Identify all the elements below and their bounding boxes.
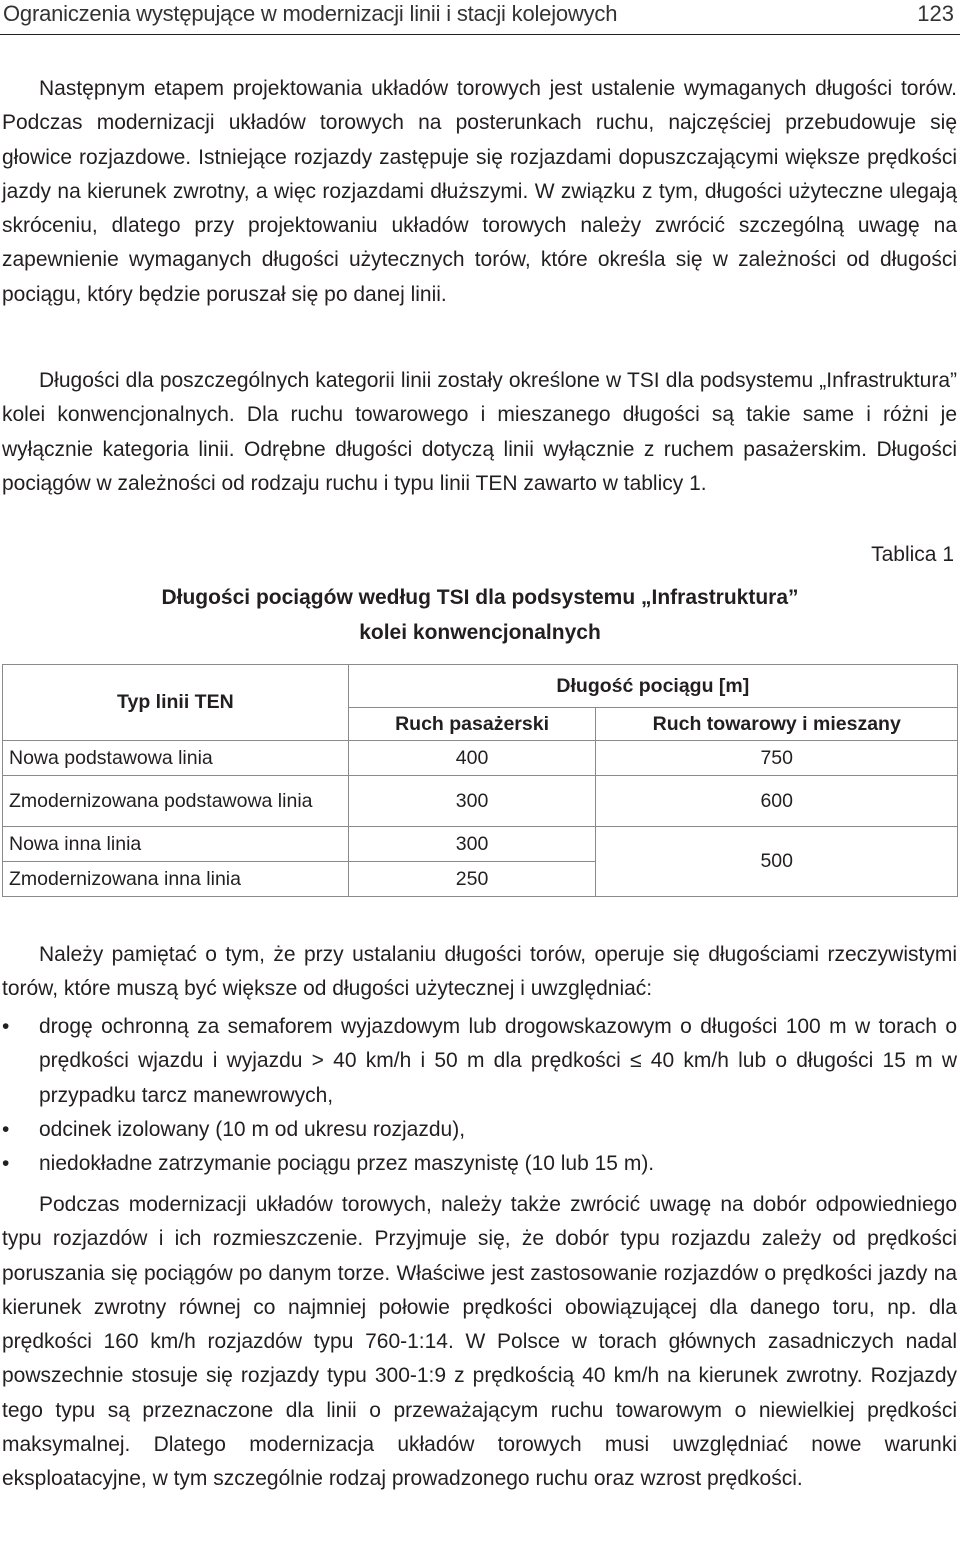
paragraph-tsi-lengths: Długości dla poszczególnych kategorii linii zostały określone w TSI dla podsystemu „Infrastruktura” kolei konwencjonalnych. Dla ruchu towarowego i mieszanego długości są takie same i różni je wyłącznie kategoria linii. Odrębne długości dotyczą linii wyłącznie z ruchem pasażerskim. Długości pociągów w zależności od rodzaju ruchu i typu linii TEN zawarto w tablicy 1. [2,369,957,495]
table-row [3,776,958,827]
running-title: Ograniczenia występujące w modernizacji linii i stacji kolejowych [3,1,618,26]
train-length-table [2,664,958,897]
freight-length-cell: 750 [596,741,958,776]
freight-length-cell: 600 [596,776,958,827]
table-title [0,580,960,650]
page-number: 123 [917,1,954,26]
paragraph-track-lengths: Następnym etapem projektowania układów torowych jest ustalenie wymaganych długości torów. Podczas modernizacji układów torowych na posterunkach ruchu, najczęściej przebudowuje się głowice rozjazdowe. Istniejące rozjazdy zastępuje się rozjazdami dopuszczającymi większe prędkości jazdy na kierunek zwrotny, a więc rozjazdami dłuższymi. W związku z tym, długości użyteczne ulegają skróceniu, dlatego przy projektowaniu układów torowych należy zwrócić szczególną uwagę na zapewnienie wymaganych długości użytecznych torów, które określa się w zależności od długości pociągu, który będzie poruszał się po danej linii. [2,77,957,306]
list-item: • niedokładne zatrzymanie pociągu przez maszynistę (10 lub 15 m). [0,1147,957,1181]
line-type-cell: Zmodernizowana podstawowa linia [3,776,349,827]
running-header [0,0,960,35]
table-label: Tablica 1 [871,543,954,566]
list-item: • drogę ochronną za semaforem wyjazdowym lub drogowskazowym o długości 100 m w torach o prędkości wjazdu i wyjazdu > 40 km/h i 50 m dla prędkości ≤ 40 km/h lub o długości 15 m w przypadku tarcz manewrowych, [0,1010,957,1113]
table-row [3,827,958,862]
table-title-line-2: kolei konwencjonalnych [359,621,601,644]
passenger-length-cell: 400 [348,741,596,776]
header-passenger-traffic: Ruch pasażerski [348,708,596,741]
table-row [3,741,958,776]
bullet-list [0,1010,957,1181]
passenger-length-cell: 250 [348,862,596,897]
line-type-cell: Zmodernizowana inna linia [3,862,349,897]
paragraph-turnout-selection: Podczas modernizacji układów torowych, należy także zwrócić uwagę na dobór odpowiedniego typu rozjazdów i ich rozmieszczenie. Przyjmuje się, że dobór typu rozjazdu zależy od prędkości poruszania się pociągów po danym torze. Właściwe jest zastosowanie rozjazdów o prędkości jazdy na kierunek zwrotny równej co najmniej połowie prędkości obowiązującej dla danego toru, np. dla prędkości 160 km/h rozjazdów typu 760-1:14. W Polsce w torach głównych zasadniczych nadal powszechnie stosuje się rozjazdy typu 300-1:9 z prędkością 40 km/h na kierunek zwrotny. Rozjazdy tego typu są przeznaczone dla linii o przeważającym ruchu towarowym o niewielkiej prędkości maksymalnej. Dlatego modernizacja układów torowych musi uwzględniać nowe warunki eksploatacyjne, w tym szczególnie rodzaj prowadzonego ruchu oraz wzrost prędkości. [2,1193,957,1491]
header-train-length: Długość pociągu [m] [348,665,957,708]
passenger-length-cell: 300 [348,827,596,862]
table-header-row [3,665,958,708]
list-item: • odcinek izolowany (10 m od ukresu rozjazdu), [0,1113,957,1147]
header-line-type: Typ linii TEN [3,665,349,741]
table-title-line-1: Długości pociągów według TSI dla podsystemu „Infrastruktura” [161,586,799,609]
passenger-length-cell: 300 [348,776,596,827]
paragraph-real-lengths: Należy pamiętać o tym, że przy ustalaniu długości torów, operuje się długościami rzeczywistymi torów, które muszą być większe od długości użytecznej i uwzględniać: [2,943,957,1001]
line-type-cell: Nowa inna linia [3,827,349,862]
header-freight-mixed-traffic: Ruch towarowy i mieszany [596,708,958,741]
line-type-cell: Nowa podstawowa linia [3,741,349,776]
freight-length-cell-merged: 500 [596,827,958,897]
